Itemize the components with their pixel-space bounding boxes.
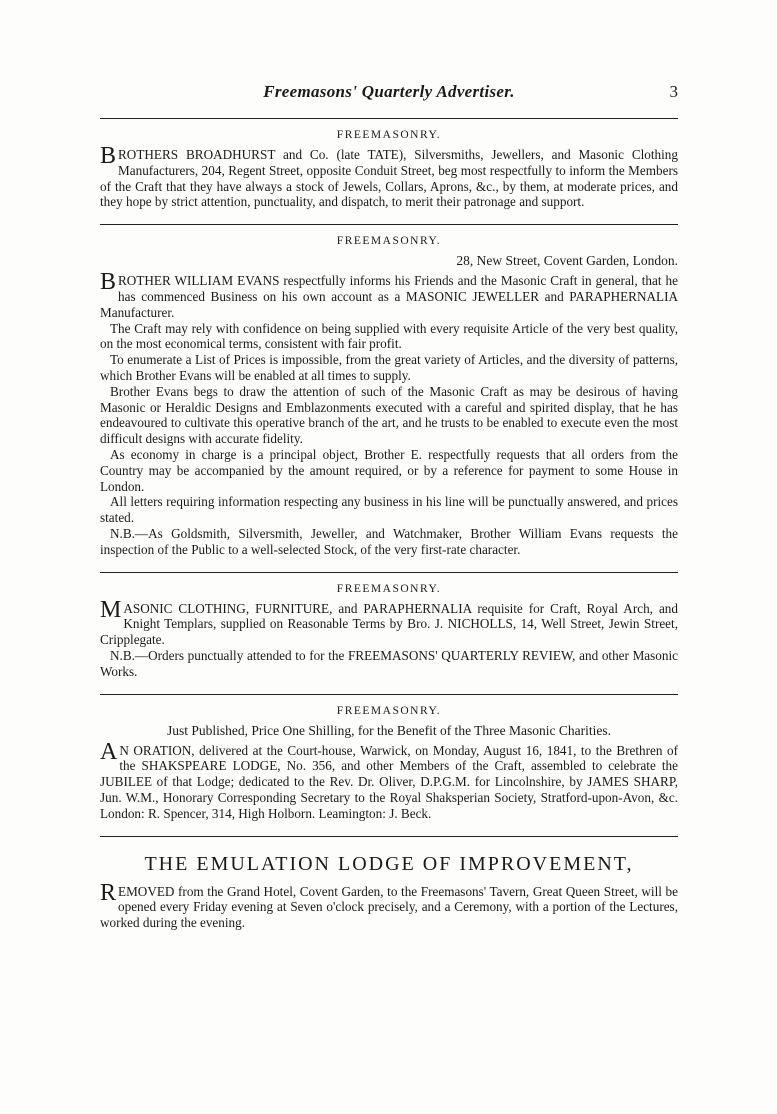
- advert-paragraph: To enumerate a List of Prices is impossible, from the great variety of Articles, and the diversity of patterns, which Brother Evans will be enabled at all times to supply.: [100, 352, 678, 383]
- paragraph-text: EMOVED from the Grand Hotel, Covent Garden, to the Freemasons' Tavern, Great Queen Street, will be opened every Friday evening at Seven o'clock precisely, and a Ceremony, with a portion of the Lectures, worked during the evening.: [100, 883, 678, 931]
- section-title: FREEMASONRY.: [336, 704, 442, 717]
- paragraph-text: N ORATION, delivered at the Court-house, Warwick, on Monday, August 16, 1841, to the Brethren of the SHAKSPEARE LODGE, No. 356, and other Members of the Craft, assembled to celebrate the JUBILEE of that Lodge; dedicated to the Rev. Dr. Oliver, D.P.G.M. for Lincolnshire, by JAMES SHARP, Jun. W.M., Honorary Corresponding Secretary to the Royal Shaksperian Society, Stratford-upon-Avon, &c. London: R. Spencer, 314, High Holborn. Leamington: J. Beck.: [100, 742, 678, 821]
- drop-cap: A: [100, 738, 118, 765]
- section-title: FREEMASONRY.: [336, 129, 442, 141]
- address-line: 28, New Street, Covent Garden, London.: [456, 253, 678, 269]
- advert-paragraph: [100, 596, 678, 648]
- drop-cap: R: [100, 879, 117, 906]
- advert-paragraph: [100, 738, 678, 822]
- running-title: Freemasons' Quarterly Advertiser.: [263, 82, 515, 101]
- page: [100, 82, 678, 931]
- advert-paragraph: The Craft may rely with confidence on being supplied with every requisite Article of the very best quality, on the most economical terms, consistent with fair profit.: [100, 320, 678, 352]
- advert-paragraph: N.B.—As Goldsmith, Silversmith, Jeweller, and Watchmaker, Brother William Evans requests the inspection of the Public to a well-selected Stock, of the very first-rate character.: [100, 525, 678, 557]
- advert-paragraph: N.B.—Orders punctually attended to for the FREEMASONS' QUARTERLY REVIEW, and other Masonic Works.: [100, 647, 678, 679]
- advert-paragraph: [100, 269, 678, 320]
- divider: [100, 694, 678, 695]
- divider: [100, 224, 678, 225]
- advert-paragraph: All letters requiring information respecting any business in his line will be punctually answered, and prices stated.: [100, 494, 678, 526]
- section-title: FREEMASONRY.: [336, 582, 442, 595]
- advert-evans: [100, 235, 678, 557]
- advert-paragraph: [100, 143, 678, 210]
- section-heading: THE EMULATION LODGE OF IMPROVEMENT,: [144, 852, 634, 875]
- paragraph-text: ROTHERS BROADHURST and Co. (late TATE), Silversmiths, Jewellers, and Masonic Clothing Manufacturers, 204, Regent Street, opposite Conduit Street, beg most respectfully to inform the Members of the Craft that they have always a stock of Jewels, Collars, Aprons, &c., by them, at moderate prices, and they hope by strict attention, punctuality, and dispatch, to merit their patronage and support.: [100, 147, 678, 210]
- page-number: 3: [669, 82, 678, 101]
- paragraph-text: ASONIC CLOTHING, FURNITURE, and PARAPHERNALIA requisite for Craft, Royal Arch, and Knight Templars, supplied on Reasonable Terms by Bro. J. NICHOLLS, 14, Well Street, Jewin Street, Cripplegate.: [100, 600, 678, 648]
- advert-broadhurst: [100, 129, 678, 210]
- paragraph-text: ROTHER WILLIAM EVANS respectfully informs his Friends and the Masonic Craft in general, that he has commenced Business on his own account as a MASONIC JEWELLER and PARAPHERNALIA Manufacturer.: [100, 273, 678, 320]
- advert-paragraph: Brother Evans begs to draw the attention of such of the Masonic Craft as may be desirous of having Masonic or Heraldic Designs and Emblazonments executed with a careful and spirited display, that he has endeavoured to cultivate this operative branch of the art, and he trusts to be enabled to execute even the most difficult designs with accurate fidelity.: [100, 383, 678, 447]
- advert-paragraph: As economy in charge is a principal object, Brother E. respectfully requests that all orders from the Country may be accompanied by the amount required, or by a reference for payment to some House in London.: [100, 446, 678, 494]
- divider: [100, 118, 678, 119]
- advert-nicholls: [100, 583, 678, 680]
- section-title: FREEMASONRY.: [336, 235, 442, 248]
- divider: [100, 572, 678, 573]
- drop-cap: M: [100, 596, 122, 623]
- drop-cap: B: [100, 143, 117, 169]
- advert-oration: [100, 705, 678, 822]
- page-header: [100, 82, 678, 108]
- advert-emulation-lodge: [100, 853, 678, 931]
- divider: [100, 836, 678, 837]
- advert-paragraph: [100, 879, 678, 931]
- publication-notice: Just Published, Price One Shilling, for the Benefit of the Three Masonic Charities.: [166, 722, 612, 738]
- drop-cap: B: [100, 269, 117, 296]
